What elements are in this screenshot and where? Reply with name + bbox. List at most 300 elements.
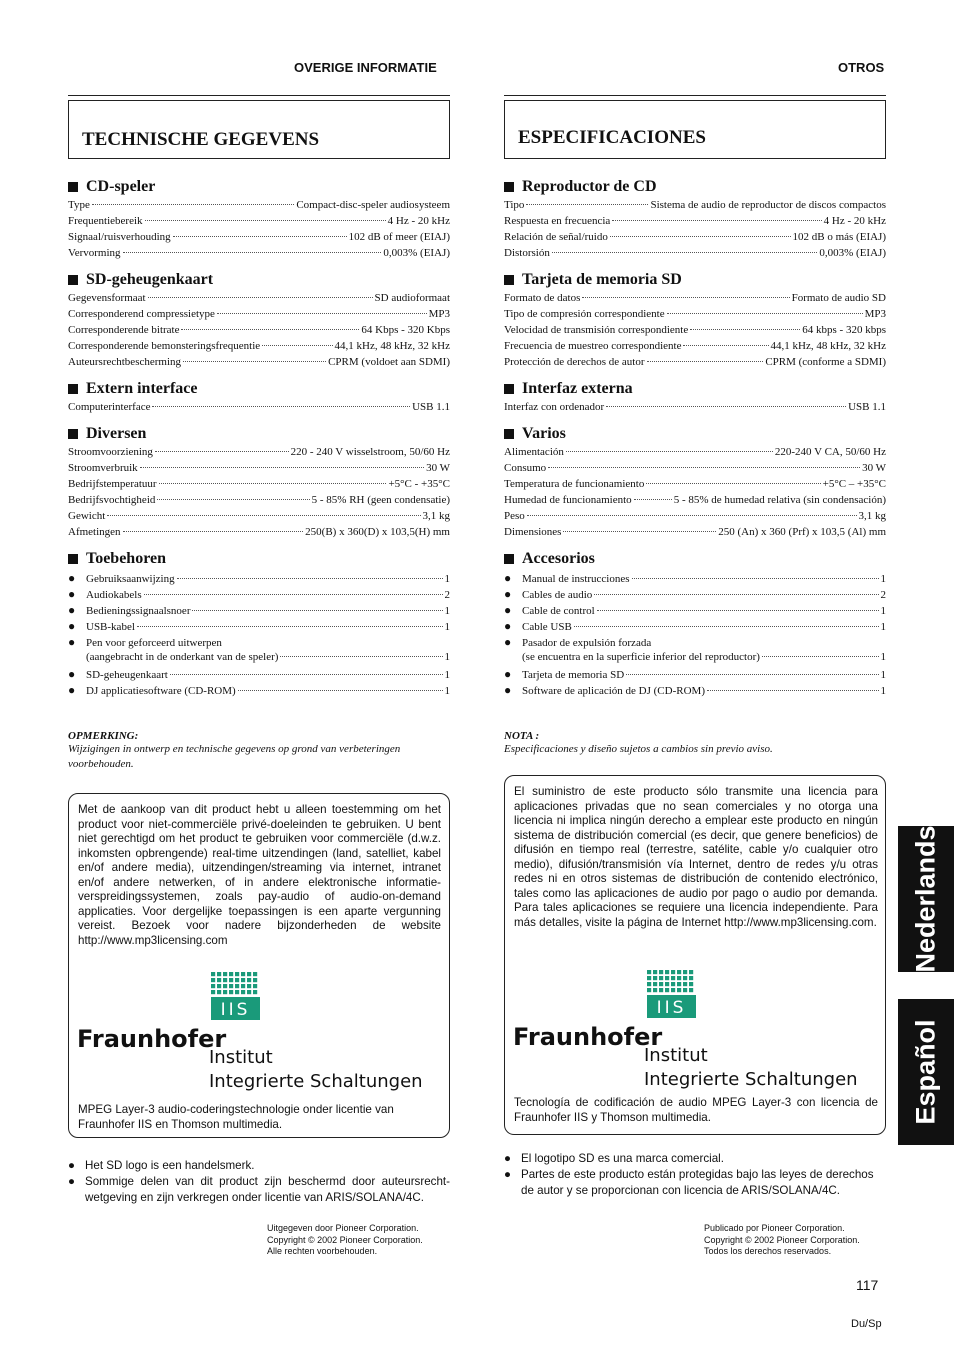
section-heading bbox=[504, 379, 886, 399]
iis-grid-cell bbox=[653, 982, 657, 986]
spec-row bbox=[504, 478, 886, 494]
section-heading bbox=[68, 270, 450, 290]
spec-row bbox=[504, 215, 886, 231]
iis-grid-cell bbox=[647, 988, 651, 992]
spec-label: Bedieningssignaalsnoer bbox=[86, 605, 191, 617]
spec-label: Corresponderende bitrate bbox=[68, 324, 180, 336]
spec-value: 220 - 240 V wisselstroom, 50/60 Hz bbox=[290, 446, 450, 458]
spec-label: Stroomvoorziening bbox=[68, 446, 153, 458]
spec-value: CPRM (conforme a SDMI) bbox=[765, 356, 886, 368]
spec-value: USB 1.1 bbox=[848, 401, 886, 413]
spec-label: Peso bbox=[504, 510, 525, 522]
leader-dots bbox=[762, 656, 879, 657]
spec-row bbox=[68, 494, 450, 510]
iis-grid-cell bbox=[689, 982, 693, 986]
spec-label: Cable de control bbox=[522, 605, 595, 617]
spec-value: USB 1.1 bbox=[412, 401, 450, 413]
leader-dots bbox=[597, 610, 879, 611]
leader-dots bbox=[192, 610, 442, 611]
spec-row bbox=[504, 356, 886, 372]
square-bullet-icon bbox=[504, 554, 514, 564]
iis-grid-cell bbox=[217, 978, 221, 982]
spec-row bbox=[68, 510, 450, 526]
leader-dots bbox=[526, 204, 648, 205]
iis-grid-cell bbox=[235, 978, 239, 982]
spec-value: Formato de audio SD bbox=[791, 292, 886, 304]
spec-row bbox=[68, 478, 450, 494]
spec-row bbox=[68, 292, 450, 308]
spec-value: SD audioformaat bbox=[374, 292, 450, 304]
spec-label: Dimensiones bbox=[504, 526, 562, 538]
accessory-item bbox=[504, 635, 886, 651]
spec-row bbox=[68, 308, 450, 324]
spec-label: Type bbox=[68, 199, 90, 211]
institute-line-2: Integrierte Schaltungen bbox=[209, 1071, 423, 1092]
iis-grid-cell bbox=[247, 972, 251, 976]
leader-dots bbox=[137, 626, 443, 627]
leader-dots bbox=[145, 220, 386, 221]
leader-dots bbox=[582, 297, 789, 298]
iis-grid-cell bbox=[217, 990, 221, 994]
spec-value: 1 bbox=[880, 621, 886, 633]
spec-label: Gegevensformaat bbox=[68, 292, 146, 304]
leader-dots bbox=[107, 515, 420, 516]
rights-line: Todos los derechos reservados. bbox=[704, 1246, 832, 1256]
iis-grid-cell bbox=[683, 988, 687, 992]
iis-grid-cell bbox=[223, 978, 227, 982]
publisher-info bbox=[704, 1223, 860, 1258]
leader-dots bbox=[183, 361, 326, 362]
bullet-icon: ● bbox=[504, 683, 512, 697]
iis-grid-cell bbox=[665, 970, 669, 974]
iis-grid-cell bbox=[235, 972, 239, 976]
bullet-icon: ● bbox=[68, 619, 76, 633]
iis-grid-cell bbox=[229, 972, 233, 976]
leader-dots bbox=[612, 220, 821, 221]
spec-label: Pen voor geforceerd uitwerpen bbox=[86, 637, 222, 649]
leader-dots bbox=[159, 483, 387, 484]
iis-grid-cell bbox=[683, 970, 687, 974]
spec-value: MP3 bbox=[864, 308, 886, 320]
leader-dots bbox=[646, 483, 820, 484]
spec-value: 102 dB o más (EIAJ) bbox=[792, 231, 886, 243]
spec-label: Corresponderende bemonsteringsfrequentie bbox=[68, 340, 261, 352]
iis-grid-cell bbox=[241, 990, 245, 994]
square-bullet-icon bbox=[68, 182, 78, 192]
leader-dots bbox=[574, 626, 879, 627]
spec-label: Stroomverbruik bbox=[68, 462, 138, 474]
spec-label: Pasador de expulsión forzada bbox=[522, 637, 652, 649]
spec-row bbox=[504, 526, 886, 542]
bullet-list bbox=[68, 1158, 450, 1206]
spec-label: Computerinterface bbox=[68, 401, 151, 413]
section-heading-text: Reproductor de CD bbox=[522, 178, 657, 195]
section-heading bbox=[68, 177, 450, 197]
spec-value: 1 bbox=[444, 605, 450, 617]
copyright-line: Copyright © 2002 Pioneer Corporation. bbox=[704, 1234, 860, 1245]
spec-value: 1 bbox=[444, 621, 450, 633]
iis-grid-cell bbox=[659, 988, 663, 992]
tab-label: Nederlands bbox=[910, 825, 941, 973]
institute-line-1: Institut bbox=[644, 1045, 708, 1066]
spec-row bbox=[68, 324, 450, 340]
spec-value: 3,1 kg bbox=[422, 510, 450, 522]
spec-label: Protección de derechos de autor bbox=[504, 356, 645, 368]
spec-row bbox=[504, 292, 886, 308]
section-heading-text: Tarjeta de memoria SD bbox=[522, 271, 682, 288]
spec-label: Relación de señal/ruido bbox=[504, 231, 608, 243]
license-text: El suministro de este producto sólo transmite una licencia para aplicaciones privadas que no sean comerciales y no otorga una licencia ni implica ningún derecho a emplear este producto en ningún sistema de distribución comercial (es decir, que genere beneficios) de difusión en tiempo real (terrestre, satélite, cable y/o cualquier otro medio), difusión/transmisión vía Internet, dentro de redes y/u otras redes ni en otros sistemas de distribución de contenido electrónico, tales como las aplicaciones de audio por pago o audio por demanda. Para tales aplicaciones se requiere una licencia independiente. Para más detalles, visite la página de Internet http://www.mp3licensing.com. bbox=[514, 785, 878, 929]
spec-label: Respuesta en frecuencia bbox=[504, 215, 611, 227]
note-title: OPMERKING: bbox=[68, 730, 139, 742]
accessory-item-detail bbox=[68, 651, 450, 667]
spec-value: 30 W bbox=[862, 462, 886, 474]
leader-dots bbox=[217, 313, 427, 314]
spec-label: Humedad de funcionamiento bbox=[504, 494, 632, 506]
license-box bbox=[68, 793, 450, 1138]
iis-grid-cell bbox=[247, 978, 251, 982]
spec-label: Vervorming bbox=[68, 247, 121, 259]
iis-grid-cell bbox=[223, 990, 227, 994]
iis-grid-cell bbox=[671, 982, 675, 986]
iis-grid-cell bbox=[671, 988, 675, 992]
iis-grid-cell bbox=[253, 984, 257, 988]
iis-grid-cell bbox=[677, 970, 681, 974]
spec-label: Corresponderend compressietype bbox=[68, 308, 215, 320]
accessory-item bbox=[68, 619, 450, 635]
spec-label: (se encuentra en la superficie inferior del reproductor) bbox=[522, 651, 760, 663]
iis-grid-cell bbox=[653, 976, 657, 980]
square-bullet-icon bbox=[504, 429, 514, 439]
publisher-line: Publicado por Pioneer Corporation. bbox=[704, 1223, 845, 1233]
iis-logo-icon bbox=[210, 971, 261, 1021]
list-item-text: Partes de este producto están protegidas bajo las leyes de derechos de autor y se proporcionan con licencia de ARIS/SOLANA/4C. bbox=[521, 1168, 874, 1197]
square-bullet-icon bbox=[68, 554, 78, 564]
iis-grid-cell bbox=[689, 976, 693, 980]
license-footer: MPEG Layer-3 audio-coderingstechnologie onder licentie van Fraunhofer IIS en Thomson multimedia. bbox=[78, 1103, 394, 1131]
spec-value: 5 - 85% de humedad relativa (sin condensación) bbox=[673, 494, 886, 506]
copyright-line: Copyright © 2002 Pioneer Corporation. bbox=[267, 1234, 423, 1245]
spec-value: 2 bbox=[444, 589, 450, 601]
square-bullet-icon bbox=[504, 384, 514, 394]
spec-value: +5°C - +35°C bbox=[388, 478, 450, 490]
iis-grid-cell bbox=[671, 970, 675, 974]
leader-dots bbox=[170, 674, 443, 675]
accessory-item-detail bbox=[504, 651, 886, 667]
bullet-icon: ● bbox=[504, 571, 512, 585]
spec-value: 1 bbox=[444, 685, 450, 697]
section-heading bbox=[68, 379, 450, 399]
title-box bbox=[504, 100, 886, 159]
spec-value: 4 Hz - 20 kHz bbox=[387, 215, 450, 227]
spec-value: 30 W bbox=[426, 462, 450, 474]
accessory-item bbox=[504, 587, 886, 603]
spec-value: 1 bbox=[880, 685, 886, 697]
square-bullet-icon bbox=[68, 384, 78, 394]
iis-grid-cell bbox=[217, 984, 221, 988]
leader-dots bbox=[177, 578, 443, 579]
spec-value: 64 kbps - 320 kbps bbox=[802, 324, 886, 336]
leader-dots bbox=[157, 499, 309, 500]
list-item: ● Partes de este producto están protegidas bajo las leyes de derechos de autor y se proporcionan con licencia de ARIS/SOLANA/4C. bbox=[504, 1167, 886, 1199]
leader-dots bbox=[634, 499, 672, 500]
leader-dots bbox=[238, 690, 443, 691]
spec-value: 44,1 kHz, 48 kHz, 32 kHz bbox=[770, 340, 886, 352]
accessory-item bbox=[504, 619, 886, 635]
spec-value: Compact-disc-speler audiosysteem bbox=[296, 199, 450, 211]
fraunhofer-logo-text: Fraunhofer bbox=[77, 1025, 227, 1053]
iis-grid-cell bbox=[211, 984, 215, 988]
iis-grid-cell bbox=[211, 990, 215, 994]
iis-grid-cell bbox=[229, 990, 233, 994]
spec-label: DJ applicatiesoftware (CD-ROM) bbox=[86, 685, 236, 697]
spec-label: Cables de audio bbox=[522, 589, 593, 601]
accessory-item bbox=[504, 571, 886, 587]
bullet-icon: ● bbox=[68, 603, 76, 617]
title-box bbox=[68, 100, 450, 159]
iis-grid-cell bbox=[647, 970, 651, 974]
bullet-icon: ● bbox=[68, 683, 76, 697]
leader-dots bbox=[280, 656, 442, 657]
iis-logo-icon bbox=[646, 969, 697, 1019]
accessory-item bbox=[504, 667, 886, 683]
list-item-text: Het SD logo is een handelsmerk. bbox=[85, 1159, 255, 1172]
leader-dots bbox=[707, 690, 879, 691]
spec-row bbox=[68, 231, 450, 247]
accessory-item bbox=[68, 635, 450, 651]
spec-label: Afmetingen bbox=[68, 526, 121, 538]
accessory-item bbox=[68, 683, 450, 699]
rights-line: Alle rechten voorbehouden. bbox=[267, 1246, 378, 1256]
iis-grid-cell bbox=[253, 978, 257, 982]
note-title: NOTA : bbox=[504, 730, 540, 742]
section-heading bbox=[68, 549, 450, 569]
leader-dots bbox=[563, 531, 716, 532]
iis-grid-cell bbox=[647, 982, 651, 986]
spec-row bbox=[68, 526, 450, 542]
iis-grid-cell bbox=[677, 988, 681, 992]
spec-label: Bedrijfstemperatuur bbox=[68, 478, 157, 490]
tab-espanol[interactable] bbox=[898, 999, 954, 1145]
column-spanish bbox=[504, 100, 886, 699]
spec-value: 5 - 85% RH (geen condensatie) bbox=[311, 494, 450, 506]
section-heading-text: SD-geheugenkaart bbox=[86, 271, 214, 288]
spec-label: Bedrijfsvochtigheid bbox=[68, 494, 156, 506]
bullet-icon: ● bbox=[68, 571, 76, 585]
publisher-info bbox=[267, 1223, 423, 1258]
institute-line-1: Institut bbox=[209, 1047, 273, 1068]
section-heading bbox=[68, 424, 450, 444]
spec-row bbox=[504, 308, 886, 324]
iis-grid-cell bbox=[683, 982, 687, 986]
spec-row bbox=[504, 247, 886, 263]
spec-value: Sistema de audio de reproductor de discos compactos bbox=[650, 199, 886, 211]
iis-grid-cell bbox=[211, 972, 215, 976]
leader-dots bbox=[173, 236, 347, 237]
spec-label: Interfaz con ordenador bbox=[504, 401, 605, 413]
spec-row bbox=[68, 340, 450, 356]
iis-grid-cell bbox=[211, 978, 215, 982]
spec-value: +5°C – +35°C bbox=[822, 478, 886, 490]
spec-label: Tipo bbox=[504, 199, 525, 211]
spec-label: USB-kabel bbox=[86, 621, 135, 633]
spec-label: Manual de instrucciones bbox=[522, 573, 630, 585]
section-heading-text: Diversen bbox=[86, 425, 147, 442]
spec-value: 44,1 kHz, 48 kHz, 32 kHz bbox=[334, 340, 450, 352]
square-bullet-icon bbox=[68, 275, 78, 285]
section-heading bbox=[504, 549, 886, 569]
spec-label: (aangebracht in de onderkant van de speler) bbox=[86, 651, 279, 663]
spec-value: 1 bbox=[880, 651, 886, 663]
spec-value: 1 bbox=[444, 651, 450, 663]
section-header-right: OTROS bbox=[838, 60, 885, 75]
note-right bbox=[504, 730, 886, 757]
spec-label: Cable USB bbox=[522, 621, 572, 633]
spec-row bbox=[68, 462, 450, 478]
iis-grid-cell bbox=[653, 988, 657, 992]
iis-grid-cell bbox=[647, 976, 651, 980]
spec-value: 1 bbox=[880, 573, 886, 585]
page-number: 117 bbox=[856, 1277, 879, 1293]
iis-grid-cell bbox=[253, 972, 257, 976]
spec-value: 250 (An) x 360 (Prf) x 103,5 (Al) mm bbox=[718, 526, 886, 538]
iis-grid-cell bbox=[217, 972, 221, 976]
list-item: ● Het SD logo is een handelsmerk. bbox=[68, 1159, 255, 1172]
iis-grid-cell bbox=[653, 970, 657, 974]
leader-dots bbox=[123, 531, 304, 532]
bullet-icon: ● bbox=[504, 635, 512, 649]
list-item-text: El logotipo SD es una marca comercial. bbox=[521, 1152, 724, 1165]
spec-label: Audiokabels bbox=[86, 589, 142, 601]
iis-grid-cell bbox=[247, 990, 251, 994]
accessory-item bbox=[68, 603, 450, 619]
institute-name bbox=[209, 1046, 423, 1094]
iis-grid-cell bbox=[223, 972, 227, 976]
section-heading-text: Extern interface bbox=[86, 380, 198, 397]
iis-grid-cell bbox=[229, 984, 233, 988]
accessory-item bbox=[504, 603, 886, 619]
note-left bbox=[68, 730, 450, 772]
spec-row bbox=[504, 199, 886, 215]
spec-label: Tipo de compresión correspondiente bbox=[504, 308, 665, 320]
spec-label: Gewicht bbox=[68, 510, 106, 522]
spec-value: 4 Hz - 20 kHz bbox=[823, 215, 886, 227]
bullet-icon: ● bbox=[504, 587, 512, 601]
section-heading-text: Interfaz externa bbox=[522, 380, 633, 397]
bullet-icon: ● bbox=[68, 635, 76, 649]
spec-label: Gebruiksaanwijzing bbox=[86, 573, 175, 585]
spec-value: 64 Kbps - 320 Kbps bbox=[361, 324, 450, 336]
spec-value: 220-240 V CA, 50/60 Hz bbox=[774, 446, 886, 458]
leader-dots bbox=[527, 515, 857, 516]
leader-dots bbox=[683, 345, 768, 346]
bullet-icon: ● bbox=[504, 667, 512, 681]
iis-grid-cell bbox=[677, 976, 681, 980]
spec-row bbox=[68, 199, 450, 215]
license-text: Met de aankoop van dit product hebt u alleen toestemming om het product voor niet-commerciële privé-doeleinden te gebruiken. U bent niet gerechtigd om het product te gebruiken voor commerciële (d.w.z. inkomsten opbrengende) real-time uitzendingen (land, satelliet, kabel en/of andere media), uitzendingen/streaming via internet, intranet en/of andere netwerken, of in andere elektronische informatie-verspreidingssystemen, zoals pay-audio of audio-on-demand applicaties. Voor dergelijke toepassingen is een aparte vergunning vereist. Bezoek voor nadere bijzonderheden de website http://www.mp3licensing.com bbox=[78, 803, 441, 947]
iis-text: IIS bbox=[656, 998, 687, 1018]
leader-dots bbox=[566, 451, 773, 452]
iis-grid-cell bbox=[241, 978, 245, 982]
spec-row bbox=[504, 446, 886, 462]
spec-row bbox=[68, 215, 450, 231]
spec-row bbox=[68, 356, 450, 372]
leader-dots bbox=[123, 252, 382, 253]
spec-label: Consumo bbox=[504, 462, 547, 474]
leader-dots bbox=[148, 297, 373, 298]
section-heading-text: Toebehoren bbox=[86, 550, 167, 567]
institute-line-2: Integrierte Schaltungen bbox=[644, 1069, 858, 1090]
bullet-icon: ● bbox=[504, 603, 512, 617]
iis-grid-cell bbox=[235, 990, 239, 994]
section-heading bbox=[504, 177, 886, 197]
leader-dots bbox=[606, 406, 846, 407]
spec-label: Temperatura de funcionamiento bbox=[504, 478, 645, 490]
leader-dots bbox=[140, 467, 424, 468]
square-bullet-icon bbox=[504, 275, 514, 285]
leader-dots bbox=[152, 406, 410, 407]
page-code: Du/Sp bbox=[851, 1318, 882, 1330]
spec-label: Frequentiebereik bbox=[68, 215, 143, 227]
note-body: Wijzigingen in ontwerp en technische gegevens op grond van verbeteringen voorbehouden. bbox=[68, 743, 401, 770]
spec-row bbox=[68, 247, 450, 263]
fraunhofer-logo-text: Fraunhofer bbox=[513, 1023, 663, 1051]
spec-label: Auteursrechtbescherming bbox=[68, 356, 182, 368]
page-title: ESPECIFICACIONES bbox=[518, 127, 706, 148]
spec-label: Alimentación bbox=[504, 446, 564, 458]
spec-value: 1 bbox=[444, 573, 450, 585]
spec-value: 1 bbox=[880, 605, 886, 617]
accessory-item bbox=[68, 571, 450, 587]
spec-row bbox=[68, 446, 450, 462]
iis-grid-cell bbox=[665, 988, 669, 992]
spec-row bbox=[504, 510, 886, 526]
iis-grid-cell bbox=[677, 982, 681, 986]
iis-grid-cell bbox=[659, 982, 663, 986]
iis-grid-cell bbox=[229, 978, 233, 982]
license-footer: Tecnología de codificación de audio MPEG Layer-3 con licencia de Fraunhofer IIS y Thomson multimedia. bbox=[514, 1096, 878, 1124]
leader-dots bbox=[690, 329, 800, 330]
leader-dots bbox=[181, 329, 359, 330]
iis-grid-cell bbox=[253, 990, 257, 994]
spec-row bbox=[504, 401, 886, 417]
leader-dots bbox=[667, 313, 863, 314]
leader-dots bbox=[548, 467, 860, 468]
leader-dots bbox=[144, 594, 443, 595]
spec-label: Signaal/ruisverhouding bbox=[68, 231, 171, 243]
spec-value: 250(B) x 360(D) x 103,5(H) mm bbox=[305, 526, 450, 538]
list-item: ● Sommige delen van dit product zijn beschermd door auteursrecht-wetgeving en zijn verkregen onder licentie van ARIS/SOLANA/4C. bbox=[68, 1175, 450, 1204]
iis-grid-cell bbox=[247, 984, 251, 988]
tab-nederlands[interactable] bbox=[898, 826, 954, 972]
bullet-icon: ● bbox=[68, 667, 76, 681]
spec-row bbox=[504, 494, 886, 510]
leader-dots bbox=[155, 451, 289, 452]
leader-dots bbox=[262, 345, 332, 346]
list-item: ● El logotipo SD es una marca comercial. bbox=[504, 1152, 724, 1165]
publisher-line: Uitgegeven door Pioneer Corporation. bbox=[267, 1223, 419, 1233]
iis-grid-cell bbox=[689, 988, 693, 992]
spec-row bbox=[504, 340, 886, 356]
leader-dots bbox=[647, 361, 764, 362]
leader-dots bbox=[594, 594, 878, 595]
spec-row bbox=[68, 401, 450, 417]
column-dutch bbox=[68, 100, 450, 699]
spec-label: Software de aplicación de DJ (CD-ROM) bbox=[522, 685, 705, 697]
page-title: TECHNISCHE GEGEVENS bbox=[82, 129, 320, 150]
spec-label: Distorsión bbox=[504, 247, 550, 259]
leader-dots bbox=[632, 578, 879, 579]
